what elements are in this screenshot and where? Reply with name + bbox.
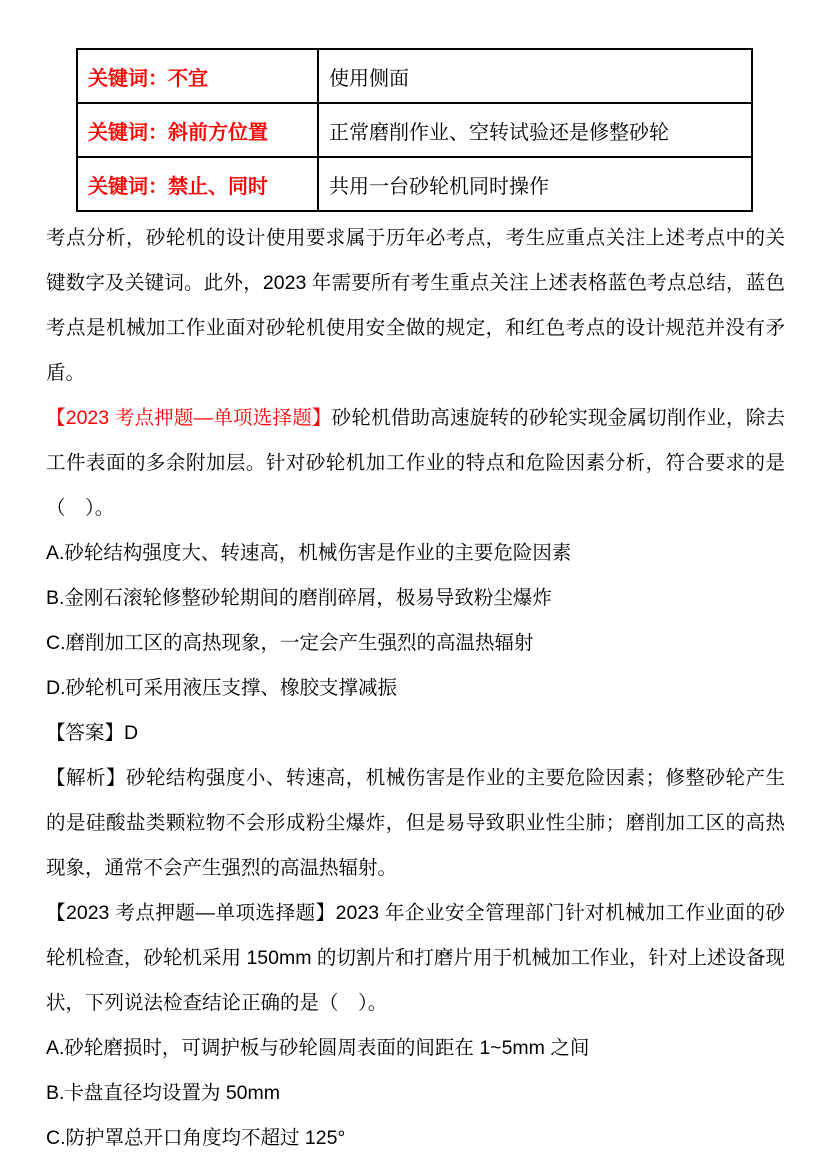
question2-option-b: B.卡盘直径均设置为 50mm — [46, 1082, 281, 1104]
question1-option-c: C.磨削加工区的高热现象，一定会产生强烈的高温热辐射 — [46, 632, 534, 654]
question2-option-a: A.砂轮磨损时，可调护板与砂轮圆周表面的间距在 1~5mm 之间 — [46, 1037, 590, 1059]
question2-paragraph — [46, 891, 785, 1026]
question1-stem: 砂轮机借助高速旋转的砂轮实现金属切削作业，除去工件表面的多余附加层。针对砂轮机加工作业的特点和危险因素分析，符合要求的是（ ）。 — [46, 407, 785, 519]
table-row — [77, 49, 752, 103]
explanation-text: 砂轮结构强度小、转速高，机械伤害是作业的主要危险因素；修整砂轮产生的是硅酸盐类颗粒物不会形成粉尘爆炸，但是易导致职业性尘肺；磨削加工区的高热现象，通常不会产生强烈的高温热辐射。 — [46, 767, 785, 879]
explanation-paragraph — [46, 756, 785, 891]
table-row — [77, 157, 752, 211]
question2-tag: 【2023 考点押题—单项选择题】 — [46, 902, 336, 924]
keyword-cell: 关键词：不宜 — [77, 49, 318, 103]
question1-tag: 【2023 考点押题—单项选择题】 — [46, 407, 332, 429]
question2-option-c: C.防护罩总开口角度均不超过 125° — [46, 1127, 346, 1149]
description-cell: 使用侧面 — [318, 49, 752, 103]
explanation-label: 【解析】 — [46, 767, 126, 789]
answer-label: 【答案】 — [46, 722, 125, 744]
keyword-cell: 关键词：禁止、同时 — [77, 157, 318, 211]
keyword-table — [76, 48, 753, 212]
question1-option-a: A.砂轮结构强度大、转速高，机械伤害是作业的主要危险因素 — [46, 542, 572, 564]
description-cell: 正常磨削作业、空转试验还是修整砂轮 — [318, 103, 752, 157]
document-body — [46, 216, 785, 1161]
question2-stem: 2023 年企业安全管理部门针对机械加工作业面的砂轮机检查，砂轮机采用 150mm 的切割片和打磨片用于机械加工作业，针对上述设备现状，下列说法检查结论正确的是（ ）。 — [46, 902, 785, 1014]
question1-option-d: D.砂轮机可采用液压支撑、橡胶支撑减振 — [46, 677, 398, 699]
table-row — [77, 103, 752, 157]
question1-paragraph — [46, 396, 785, 531]
keyword-cell: 关键词：斜前方位置 — [77, 103, 318, 157]
description-cell: 共用一台砂轮机同时操作 — [318, 157, 752, 211]
answer-line — [46, 711, 785, 756]
question1-option-b: B.金刚石滚轮修整砂轮期间的磨削碎屑，极易导致粉尘爆炸 — [46, 587, 552, 609]
analysis-paragraph: 考点分析，砂轮机的设计使用要求属于历年必考点，考生应重点关注上述考点中的关键数字及关键词。此外，2023 年需要所有考生重点关注上述表格蓝色考点总结，蓝色考点是机械加工作业面对砂轮机使用安全做的规定，和红色考点的设计规范并没有矛盾。 — [46, 227, 785, 384]
answer-value: D — [124, 722, 139, 744]
